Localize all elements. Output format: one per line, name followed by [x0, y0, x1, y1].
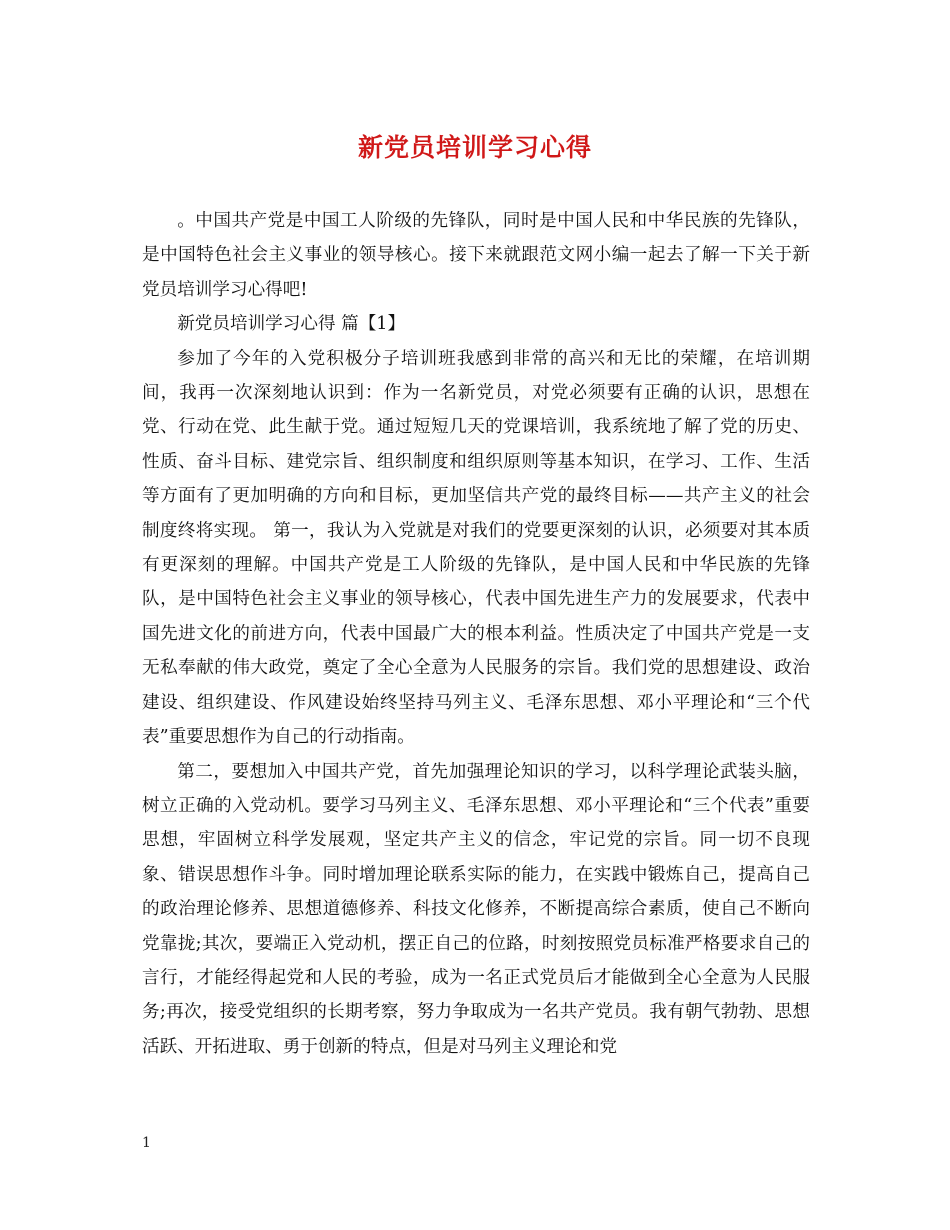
- section-heading: 新党员培训学习心得 篇【1】: [177, 314, 406, 335]
- body-paragraph-2: 第二，要想加入中国共产党，首先加强理论知识的学习，以科学理论武装头脑，树立正确的入党动机。要学习马列主义、毛泽东思想、邓小平理论和“三个代表”重要思想，牢固树立科学发展观，坚定共产主义的信念，牢记党的宗旨。同一切不良现象、错误思想作斗争。同时增加理论联系实际的能力，在实践中锻炼自己，提高自己的政治理论修养、思想道德修养、科技文化修养，不断提高综合素质，使自己不断向党靠拢;其次，要端正入党动机，摆正自己的位路，时刻按照党员标准严格要求自己的言行，才能经得起党和人民的考验，成为一名正式党员后才能做到全心全意为人民服务;再次，接受党组织的长期考察，努力争取成为一名共产党员。我有朝气勃勃、思想活跃、开拓进取、勇于创新的特点，但是对马列主义理论和党: [142, 761, 810, 1057]
- document-title: 新党员培训学习心得: [357, 133, 592, 162]
- body-paragraph-1: 参加了今年的入党积极分子培训班我感到非常的高兴和无比的荣耀，在培训期间，我再一次深刻地认识到：作为一名新党员，对党必须要有正确的认识，思想在党、行动在党、此生献于党。通过短短几天的党课培训，我系统地了解了党的历史、性质、奋斗目标、建党宗旨、组织制度和组织原则等基本知识，在学习、工作、生活等方面有了更加明确的方向和目标，更加坚信共产党的最终目标——共产主义的社会制度终将实现。 第一，我认为入党就是对我们的党要更深刻的认识，必须要对其本质有更深刻的理解。中国共产党是工人阶级的先锋队，是中国人民和中华民族的先锋队，是中国特色社会主义事业的领导核心，代表中国先进生产力的发展要求，代表中国先进文化的前进方向，代表中国最广大的根本利益。性质决定了中国共产党是一支无私奉献的伟大政党，奠定了全心全意为人民服务的宗旨。我们党的思想建设、政治建设、组织建设、作风建设始终坚持马列主义、毛泽东思想、邓小平理论和“三个代表”重要思想作为自己的行动指南。: [142, 348, 810, 748]
- page-number: 1: [142, 1135, 151, 1151]
- document-body: [142, 204, 810, 1064]
- intro-paragraph: 。中国共产党是中国工人阶级的先锋队，同时是中国人民和中华民族的先锋队，是中国特色社会主义事业的领导核心。接下来就跟范文网小编一起去了解一下关于新党员培训学习心得吧!: [142, 211, 810, 300]
